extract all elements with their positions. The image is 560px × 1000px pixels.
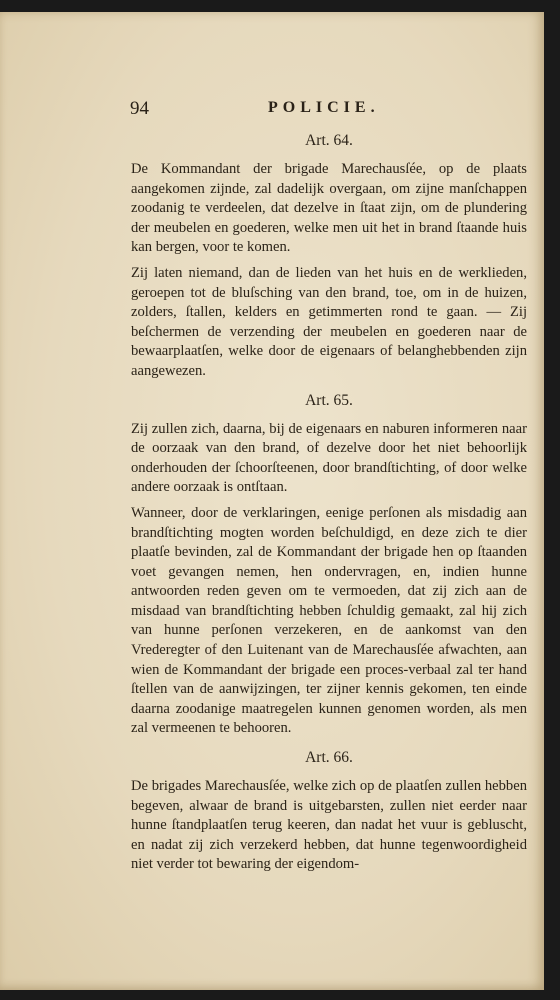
- book-page: [0, 12, 544, 990]
- article-64: [131, 130, 527, 382]
- article-heading: Art. 65.: [305, 391, 353, 409]
- article-heading: Art. 66.: [305, 749, 353, 767]
- paragraph: Zij zullen zich, daarna, bij de eigenaars en naburen informeren naar de oorzaak van den brand, of dezelve door het niet behoorlijk onderhouden der ſchoorſteenen, door brandſtichting, of door welke andere oorzaak is ontſtaan.: [131, 420, 527, 496]
- article-66: [131, 747, 527, 875]
- paragraph: Zij laten niemand, dan de lieden van het huis en de werklieden, geroepen tot de bluſsching van den brand, toe, om in de huizen, zolders, ſtallen, kelders en getimmerten rond te gaan. — Zij beſchermen de verzending der meubelen en goederen naar de bewaarplaatſen, welke door de eigenaars of belanghebbenden zijn aangewezen.: [131, 264, 527, 379]
- article-heading: Art. 64.: [305, 132, 353, 149]
- body-text: [131, 130, 527, 883]
- paragraph: De brigades Marechausſée, welke zich op de plaatſen zullen hebben begeven, alwaar de brand is uitgebarsten, zullen niet eerder naar hunne ſtandplaatſen terug keeren, dan nadat het vuur is gebluscht, en nadat zij zich verzekerd hebben, dat hunne tegenwoordigheid niet verder tot bewaring der eigendom-: [131, 778, 527, 873]
- article-65: [131, 390, 527, 740]
- paragraph: De Kommandant der brigade Marechausſée, op de plaats aangekomen zijnde, zal dadelijk overgaan, om zijne manſchappen zoodanig te verdeelen, dat dezelve in ſtaat zijn, om de plundering der meubelen en goederen, welke men uit het in brand ſtaande huis kan bergen, voor te komen.: [131, 161, 527, 256]
- page-number: 94: [130, 98, 149, 119]
- page-header: [130, 98, 526, 122]
- paragraph: Wanneer, door de verklaringen, eenige perſonen als misdadig aan brandſtichting mogten worden beſchuldigd, en deze zich te dier plaatſe bevinden, zal de Kommandant der brigade hen op ſtaanden voet gevangen nemen, hen ondervragen, en, indien hunne antwoorden reden geven om te vermoeden, dat zij zich aan de misdaad van brandſtichting hebben ſchuldig gemaakt, zal hij zich van hunne perſonen verzekeren, en de aankomst van den Vrederegter of den Luitenant van de Marechausſée afwachten, aan wien de Kommandant der brigade een proces-verbaal zal ter hand ſtellen van de aanwijzingen, ter zijner kennis gekomen, ten einde daarna zoodanige maatregelen kunnen genomen worden, als men zal vermeenen te behooren.: [131, 504, 527, 737]
- running-head: POLICIE.: [268, 99, 380, 116]
